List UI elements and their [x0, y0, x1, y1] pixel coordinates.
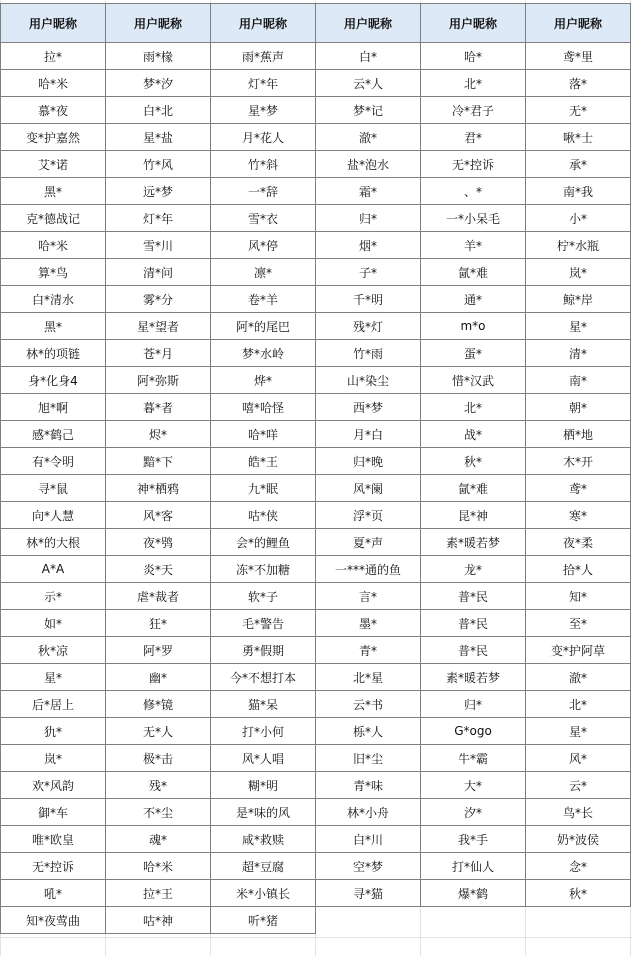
nickname-cell[interactable]: 梦*汐: [106, 70, 211, 97]
nickname-cell[interactable]: 星*: [526, 718, 631, 745]
table-row: [1, 745, 316, 772]
table-row: [316, 772, 631, 799]
table-row: [316, 340, 631, 367]
table-row: [316, 826, 631, 853]
nickname-cell[interactable]: 素*暖若梦: [421, 529, 526, 556]
nickname-cell[interactable]: 羊*: [421, 232, 526, 259]
table-row: [1, 610, 316, 637]
table-row: [1, 502, 316, 529]
table-row: [1, 97, 316, 124]
nickname-cell[interactable]: 有*令明: [1, 448, 106, 475]
nickname-cell[interactable]: 如*: [1, 610, 106, 637]
nickname-cell[interactable]: 风*阑: [316, 475, 421, 502]
nickname-cell[interactable]: 哈*米: [1, 70, 106, 97]
table-row: [1, 43, 316, 70]
nickname-cell[interactable]: 无*: [526, 97, 631, 124]
nickname-cell[interactable]: 无*控诉: [421, 151, 526, 178]
nickname-cell[interactable]: 大*: [421, 772, 526, 799]
nickname-cell[interactable]: 秋*: [421, 448, 526, 475]
nickname-cell[interactable]: 魂*: [106, 826, 211, 853]
nickname-cell[interactable]: 夏*声: [316, 529, 421, 556]
table-row: [1, 637, 316, 664]
nickname-cell[interactable]: 烬*: [106, 421, 211, 448]
nickname-cell[interactable]: 岚*: [526, 259, 631, 286]
table-row: [1, 529, 316, 556]
nickname-cell[interactable]: 克*德战记: [1, 205, 106, 232]
nickname-cell[interactable]: 会*的鲤鱼: [211, 529, 316, 556]
nickname-cell[interactable]: 虐*裁者: [106, 583, 211, 610]
nickname-cell[interactable]: 栎*人: [316, 718, 421, 745]
nickname-cell[interactable]: 惜*汉武: [421, 367, 526, 394]
nickname-cell[interactable]: 一***通的鱼: [316, 556, 421, 583]
nickname-cell[interactable]: 阿*弥斯: [106, 367, 211, 394]
nickname-cell[interactable]: 梦*记: [316, 97, 421, 124]
nickname-cell[interactable]: 风*人唱: [211, 745, 316, 772]
nickname-cell[interactable]: 拉*王: [106, 880, 211, 907]
nickname-cell[interactable]: 普*民: [421, 637, 526, 664]
nickname-cell[interactable]: 白*清水: [1, 286, 106, 313]
nickname-cell[interactable]: 幽*: [106, 664, 211, 691]
table-row: [316, 475, 631, 502]
nickname-cell[interactable]: 御*车: [1, 799, 106, 826]
table-row: [316, 205, 631, 232]
nickname-cell[interactable]: 西*梦: [316, 394, 421, 421]
nickname-cell[interactable]: 风*停: [211, 232, 316, 259]
nickname-cell[interactable]: 竹*雨: [316, 340, 421, 367]
table-row: [316, 718, 631, 745]
nickname-cell[interactable]: 归*晚: [316, 448, 421, 475]
table-row: [316, 637, 631, 664]
nickname-cell[interactable]: 雪*衣: [211, 205, 316, 232]
nickname-cell[interactable]: 林*的项链: [1, 340, 106, 367]
nickname-cell[interactable]: 山*染尘: [316, 367, 421, 394]
nickname-cell[interactable]: 皓*王: [211, 448, 316, 475]
nickname-cell[interactable]: 无*控诉: [1, 853, 106, 880]
nickname-cell[interactable]: A*A: [1, 556, 106, 583]
table-row: [316, 529, 631, 556]
nickname-cell[interactable]: 慕*夜: [1, 97, 106, 124]
nickname-cell[interactable]: 云*人: [316, 70, 421, 97]
nickname-cell[interactable]: 普*民: [421, 583, 526, 610]
table-row: [316, 313, 631, 340]
nickname-cell[interactable]: 龙*: [421, 556, 526, 583]
nickname-cell[interactable]: 北*: [526, 691, 631, 718]
nickname-cell[interactable]: 秋*: [526, 880, 631, 907]
nickname-cell[interactable]: 冷*君子: [421, 97, 526, 124]
nickname-cell[interactable]: 烟*: [316, 232, 421, 259]
nickname-cell[interactable]: 苍*月: [106, 340, 211, 367]
nickname-cell[interactable]: 普*民: [421, 610, 526, 637]
table-row: [1, 178, 316, 205]
nickname-cell[interactable]: 暮*者: [106, 394, 211, 421]
nickname-cell[interactable]: 凛*: [211, 259, 316, 286]
nickname-cell[interactable]: 墨*: [316, 610, 421, 637]
nickname-cell[interactable]: 清*: [526, 340, 631, 367]
nickname-cell[interactable]: 霜*: [316, 178, 421, 205]
nickname-cell[interactable]: 超*豆腐: [211, 853, 316, 880]
table-row: [1, 907, 316, 934]
table-row: [316, 799, 631, 826]
gridline: [0, 937, 632, 938]
table-row: [316, 664, 631, 691]
nickname-cell[interactable]: 炎*天: [106, 556, 211, 583]
nickname-cell[interactable]: 变*护阿草: [526, 637, 631, 664]
nickname-cell[interactable]: 算*鸟: [1, 259, 106, 286]
nickname-cell[interactable]: 拾*人: [526, 556, 631, 583]
nickname-cell[interactable]: 变*护嘉然: [1, 124, 106, 151]
nickname-cell[interactable]: 昆*神: [421, 502, 526, 529]
table-row: [316, 502, 631, 529]
nickname-cell[interactable]: 风*客: [106, 502, 211, 529]
nickname-cell[interactable]: 清*问: [106, 259, 211, 286]
nickname-cell[interactable]: 烨*: [211, 367, 316, 394]
table-row: [1, 313, 316, 340]
nickname-cell[interactable]: 示*: [1, 583, 106, 610]
nickname-cell[interactable]: 念*: [526, 853, 631, 880]
nickname-cell[interactable]: 毛*警告: [211, 610, 316, 637]
nickname-cell[interactable]: 一*辞: [211, 178, 316, 205]
nickname-cell[interactable]: 鸟*长: [526, 799, 631, 826]
table-row: [1, 718, 316, 745]
nickname-cell[interactable]: 修*镜: [106, 691, 211, 718]
table-row: [316, 691, 631, 718]
table-row: [1, 475, 316, 502]
nickname-cell[interactable]: 阿*罗: [106, 637, 211, 664]
nickname-cell[interactable]: 软*子: [211, 583, 316, 610]
nickname-cell[interactable]: 感*鹤己: [1, 421, 106, 448]
table-row: [1, 394, 316, 421]
nickname-cell[interactable]: 今*不想打本: [211, 664, 316, 691]
table-row: [316, 853, 631, 880]
nickname-cell[interactable]: 无*人: [106, 718, 211, 745]
nickname-cell[interactable]: 落*: [526, 70, 631, 97]
table-row: [1, 286, 316, 313]
nickname-cell[interactable]: 鸢*: [526, 475, 631, 502]
table-row: [1, 583, 316, 610]
nickname-cell[interactable]: 盐*泡水: [316, 151, 421, 178]
nickname-cell[interactable]: 糊*明: [211, 772, 316, 799]
column-header-nickname[interactable]: 用户昵称: [526, 4, 631, 43]
nickname-table-left: [0, 3, 316, 934]
column-header-nickname[interactable]: 用户昵称: [316, 4, 421, 43]
nickname-cell[interactable]: 子*: [316, 259, 421, 286]
nickname-cell[interactable]: 后*居上: [1, 691, 106, 718]
nickname-cell[interactable]: 竹*斜: [211, 151, 316, 178]
nickname-cell[interactable]: 寻*鼠: [1, 475, 106, 502]
table-row: [316, 70, 631, 97]
nickname-cell[interactable]: 汐*: [421, 799, 526, 826]
table-row: [1, 205, 316, 232]
nickname-cell[interactable]: 灯*年: [106, 205, 211, 232]
table-row: [316, 583, 631, 610]
nickname-cell[interactable]: 月*白: [316, 421, 421, 448]
table-row: [1, 799, 316, 826]
nickname-cell[interactable]: 咕*侠: [211, 502, 316, 529]
table-row: [316, 880, 631, 907]
nickname-cell[interactable]: 吼*: [1, 880, 106, 907]
table-row: [1, 448, 316, 475]
table-row: [1, 691, 316, 718]
column-header-nickname[interactable]: 用户昵称: [106, 4, 211, 43]
table-row: [316, 178, 631, 205]
nickname-cell[interactable]: 知*夜莺曲: [1, 907, 106, 934]
nickname-cell[interactable]: 打*小何: [211, 718, 316, 745]
table-row: [1, 259, 316, 286]
nickname-cell[interactable]: 卷*羊: [211, 286, 316, 313]
nickname-cell[interactable]: 雾*分: [106, 286, 211, 313]
nickname-cell[interactable]: 欢*风韵: [1, 772, 106, 799]
table-row: [316, 556, 631, 583]
table-row: [316, 97, 631, 124]
nickname-cell[interactable]: 北*: [421, 70, 526, 97]
nickname-cell[interactable]: 艾*诺: [1, 151, 106, 178]
nickname-cell[interactable]: 夜*鸮: [106, 529, 211, 556]
nickname-cell[interactable]: 君*: [421, 124, 526, 151]
nickname-cell[interactable]: 氤*难: [421, 475, 526, 502]
nickname-cell[interactable]: 哈*: [421, 43, 526, 70]
table-row: [316, 259, 631, 286]
nickname-cell[interactable]: 哈*米: [106, 853, 211, 880]
nickname-cell[interactable]: 一*小呆毛: [421, 205, 526, 232]
nickname-cell[interactable]: 鲸*岸: [526, 286, 631, 313]
nickname-cell[interactable]: 灯*年: [211, 70, 316, 97]
nickname-cell[interactable]: 我*手: [421, 826, 526, 853]
nickname-cell[interactable]: 小*: [526, 205, 631, 232]
nickname-cell[interactable]: 九*眠: [211, 475, 316, 502]
nickname-cell[interactable]: G*ogo: [421, 718, 526, 745]
nickname-cell[interactable]: 咕*神: [106, 907, 211, 934]
nickname-cell[interactable]: 氤*难: [421, 259, 526, 286]
nickname-cell[interactable]: 北*星: [316, 664, 421, 691]
nickname-cell[interactable]: 岚*: [1, 745, 106, 772]
nickname-cell[interactable]: 冻*不加糖: [211, 556, 316, 583]
nickname-cell[interactable]: 黑*: [1, 178, 106, 205]
nickname-cell[interactable]: 唯*欧皇: [1, 826, 106, 853]
table-row: [1, 772, 316, 799]
nickname-cell[interactable]: 奶*波侯: [526, 826, 631, 853]
nickname-cell[interactable]: 咸*救赎: [211, 826, 316, 853]
nickname-cell[interactable]: 猫*呆: [211, 691, 316, 718]
table-row: [1, 880, 316, 907]
nickname-cell[interactable]: 星*梦: [211, 97, 316, 124]
nickname-cell[interactable]: 星*盐: [106, 124, 211, 151]
table-row: [316, 151, 631, 178]
nickname-cell[interactable]: 向*人慧: [1, 502, 106, 529]
nickname-cell[interactable]: 千*明: [316, 286, 421, 313]
nickname-cell[interactable]: 不*尘: [106, 799, 211, 826]
table-row: [1, 151, 316, 178]
table-row: [316, 124, 631, 151]
nickname-cell[interactable]: 远*梦: [106, 178, 211, 205]
nickname-cell[interactable]: 林*小舟: [316, 799, 421, 826]
table-row: [316, 367, 631, 394]
nickname-cell[interactable]: 雨*蕉声: [211, 43, 316, 70]
nickname-cell[interactable]: 旭*啊: [1, 394, 106, 421]
nickname-cell[interactable]: 、*: [421, 178, 526, 205]
nickname-cell[interactable]: 白*川: [316, 826, 421, 853]
nickname-cell[interactable]: 白*北: [106, 97, 211, 124]
nickname-cell[interactable]: 青*味: [316, 772, 421, 799]
nickname-cell[interactable]: 星*望者: [106, 313, 211, 340]
nickname-cell[interactable]: 澈*: [526, 664, 631, 691]
nickname-cell[interactable]: 通*: [421, 286, 526, 313]
column-header-nickname[interactable]: 用户昵称: [211, 4, 316, 43]
nickname-cell[interactable]: 承*: [526, 151, 631, 178]
table-row: [316, 745, 631, 772]
nickname-cell[interactable]: 言*: [316, 583, 421, 610]
table-row: [316, 394, 631, 421]
nickname-cell[interactable]: 极*击: [106, 745, 211, 772]
nickname-cell[interactable]: 听*猪: [211, 907, 316, 934]
nickname-cell[interactable]: 夜*柔: [526, 529, 631, 556]
table-row: [316, 43, 631, 70]
nickname-cell[interactable]: 归*: [316, 205, 421, 232]
table-row: [316, 610, 631, 637]
nickname-cell[interactable]: 雨*椽: [106, 43, 211, 70]
nickname-cell[interactable]: 战*: [421, 421, 526, 448]
table-row: [1, 826, 316, 853]
table-row: [316, 286, 631, 313]
column-header-nickname[interactable]: 用户昵称: [1, 4, 106, 43]
nickname-cell[interactable]: 蛋*: [421, 340, 526, 367]
nickname-cell[interactable]: 林*的大根: [1, 529, 106, 556]
table-row: [1, 421, 316, 448]
nickname-cell[interactable]: 素*暖若梦: [421, 664, 526, 691]
nickname-cell[interactable]: 梦*水岭: [211, 340, 316, 367]
table-row: [1, 367, 316, 394]
nickname-cell[interactable]: 残*: [106, 772, 211, 799]
table-row: [1, 124, 316, 151]
nickname-cell[interactable]: 浮*页: [316, 502, 421, 529]
nickname-cell[interactable]: 雪*川: [106, 232, 211, 259]
nickname-cell[interactable]: 云*: [526, 772, 631, 799]
nickname-cell[interactable]: 南*我: [526, 178, 631, 205]
nickname-cell[interactable]: 勇*假期: [211, 637, 316, 664]
column-header-nickname[interactable]: 用户昵称: [421, 4, 526, 43]
table-row: [1, 340, 316, 367]
nickname-cell[interactable]: 旧*尘: [316, 745, 421, 772]
nickname-cell[interactable]: 月*花人: [211, 124, 316, 151]
table-row: [316, 232, 631, 259]
nickname-cell[interactable]: 是*味的风: [211, 799, 316, 826]
nickname-cell[interactable]: 白*: [316, 43, 421, 70]
table-row: [1, 232, 316, 259]
nickname-cell[interactable]: 犰*: [1, 718, 106, 745]
nickname-cell[interactable]: 残*灯: [316, 313, 421, 340]
nickname-cell[interactable]: 爆*鹤: [421, 880, 526, 907]
nickname-cell[interactable]: 青*: [316, 637, 421, 664]
table-row: [316, 421, 631, 448]
nickname-cell[interactable]: 空*梦: [316, 853, 421, 880]
nickname-cell[interactable]: 打*仙人: [421, 853, 526, 880]
nickname-cell[interactable]: 拉*: [1, 43, 106, 70]
nickname-table-right: [315, 3, 631, 907]
nickname-cell[interactable]: 嘻*哈怪: [211, 394, 316, 421]
nickname-cell[interactable]: 米*小镇长: [211, 880, 316, 907]
table-row: [1, 556, 316, 583]
nickname-cell[interactable]: 朝*: [526, 394, 631, 421]
nickname-cell[interactable]: 身*化身4: [1, 367, 106, 394]
nickname-cell[interactable]: 哈*米: [1, 232, 106, 259]
nickname-cell[interactable]: 狂*: [106, 610, 211, 637]
nickname-cell[interactable]: 木*开: [526, 448, 631, 475]
nickname-cell[interactable]: 阿*的尾巴: [211, 313, 316, 340]
nickname-cell[interactable]: 星*: [526, 313, 631, 340]
table-row: [1, 70, 316, 97]
table-row: [1, 664, 316, 691]
nickname-cell[interactable]: 神*栖鸦: [106, 475, 211, 502]
nickname-cell[interactable]: 牛*霸: [421, 745, 526, 772]
nickname-cell[interactable]: 澈*: [316, 124, 421, 151]
nickname-cell[interactable]: 知*: [526, 583, 631, 610]
nickname-cell[interactable]: 栖*地: [526, 421, 631, 448]
nickname-cell[interactable]: 云*书: [316, 691, 421, 718]
nickname-cell[interactable]: 柠*水瓶: [526, 232, 631, 259]
nickname-cell[interactable]: 黯*下: [106, 448, 211, 475]
nickname-cell[interactable]: 鸢*里: [526, 43, 631, 70]
nickname-cell[interactable]: 黑*: [1, 313, 106, 340]
nickname-cell[interactable]: m*o: [421, 313, 526, 340]
nickname-cell[interactable]: 归*: [421, 691, 526, 718]
nickname-cell[interactable]: 啾*士: [526, 124, 631, 151]
nickname-cell[interactable]: 至*: [526, 610, 631, 637]
nickname-cell[interactable]: 风*: [526, 745, 631, 772]
nickname-cell[interactable]: 北*: [421, 394, 526, 421]
nickname-cell[interactable]: 秋*凉: [1, 637, 106, 664]
nickname-cell[interactable]: 南*: [526, 367, 631, 394]
nickname-cell[interactable]: 哈*咩: [211, 421, 316, 448]
nickname-cell[interactable]: 寒*: [526, 502, 631, 529]
nickname-cell[interactable]: 星*: [1, 664, 106, 691]
table-row: [316, 448, 631, 475]
nickname-cell[interactable]: 寻*猫: [316, 880, 421, 907]
nickname-cell[interactable]: 竹*风: [106, 151, 211, 178]
table-row: [1, 853, 316, 880]
